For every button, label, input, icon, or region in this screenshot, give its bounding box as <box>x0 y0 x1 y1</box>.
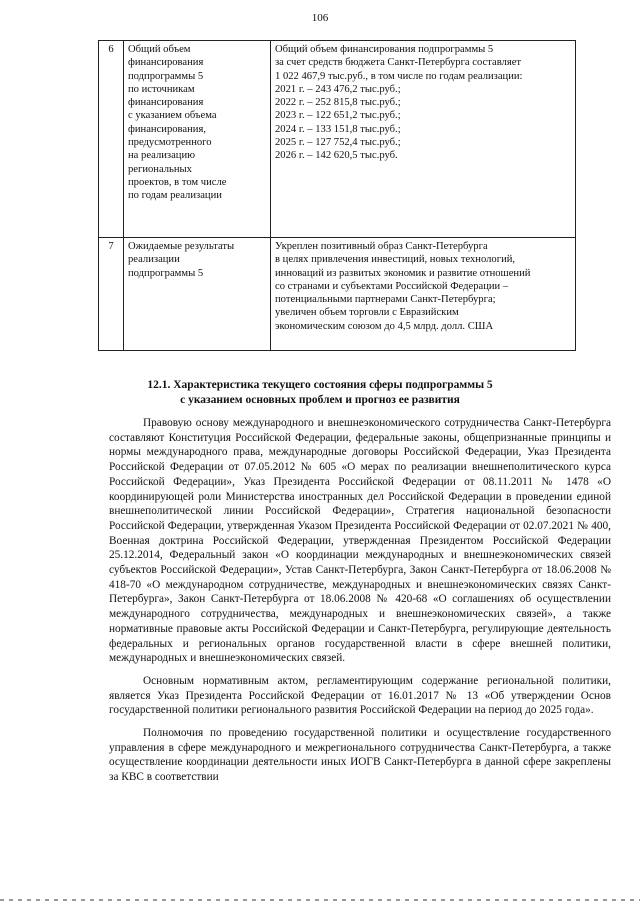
value-line: со странами и субъектами Российской Федерации – <box>275 280 509 292</box>
row-name <box>124 41 271 238</box>
name-line: по источникам <box>128 83 195 95</box>
name-line: с указанием объема <box>128 110 217 122</box>
scan-edge <box>0 899 640 901</box>
paragraph: Основным нормативным актом, регламентирующим содержание региональной политики, является Указ Президента Российской Федерации от 16.01.2017 № 13 «Об утверждении Основ государственной политики регионального развития Российской Федерации на период до 2025 года». <box>109 674 611 717</box>
row-value <box>271 41 576 238</box>
value-line: 2023 г. – 122 651,2 тыс.руб.; <box>275 110 401 122</box>
value-line: потенциальными партнерами Санкт-Петербурга; <box>275 294 496 306</box>
value-line: инноваций из развитых экономик и развитие отношений <box>275 267 531 279</box>
value-line: в целях привлечения инвестиций, новых технологий, <box>275 254 516 266</box>
value-line: 2025 г. – 127 752,4 тыс.руб.; <box>275 137 401 149</box>
value-line: 1 022 467,9 тыс.руб., в том числе по годам реализации: <box>275 70 523 82</box>
value-line: 2024 г. – 133 151,8 тыс.руб.; <box>275 123 401 135</box>
row-name <box>124 238 271 351</box>
name-line: Общий объем <box>128 44 191 55</box>
name-line: финансирования, <box>128 123 206 135</box>
name-line: финансирования <box>128 97 204 109</box>
table-row <box>99 238 576 351</box>
table-row <box>99 41 576 238</box>
value-line: 2021 г. – 243 476,2 тыс.руб.; <box>275 83 401 95</box>
name-line: финансирования <box>128 57 204 69</box>
name-line: проектов, в том числе <box>128 176 227 188</box>
value-line: экономическим союзом до 4,5 млрд. долл. США <box>275 320 494 332</box>
name-line: подпрограммы 5 <box>128 267 204 279</box>
row-number: 6 <box>99 41 124 238</box>
name-line: подпрограммы 5 <box>128 70 204 82</box>
page-number: 106 <box>311 12 329 24</box>
name-line: по годам реализации <box>128 190 222 202</box>
name-line: реализации <box>128 254 180 266</box>
body-text <box>109 416 611 793</box>
value-line: 2026 г. – 142 620,5 тыс.руб. <box>275 150 398 162</box>
name-line: региональных <box>128 163 192 175</box>
paragraph: Правовую основу международного и внешнеэкономического сотрудничества Санкт-Петербурга составляют Конституция Российской Федерации, федеральные законы, общепризнанные принципы и нормы международного права, международные договоры Российской Федерации, Указ Президента Российской Федерации от 07.05.2012 № 605 «О мерах по реализации внешнеполитического курса Российской Федерации», Указ Президента Российской Федерации от 08.11.2011 № 1478 «О координирующей роли Министерства иностранных дел Российской Федерации в проведении единой внешнеполитической линии Российской Федерации», Стратегия национальной безопасности Российской Федерации, утвержденная Указом Президента Российской Федерации от 02.07.2021 № 400, Военная доктрина Российской Федерации, утвержденная Президентом Российской Федерации 25.12.2014, Федеральный закон «О координации международных и внешнеэкономических связей субъектов Российской Федерации», Устав Санкт-Петербурга, Закон Санкт-Петербурга от 18.06.2008 № 418-70 «О международном сотрудничестве, международных и внешнеэкономических связях Санкт-Петербурга», Закон Санкт-Петербурга от 18.06.2008 № 420-68 «О соглашениях об осуществлении международного сотрудничества, международных и внешнеэкономических связей», а также нормативные правовые акты Российской Федерации и Санкт-Петербурга, регулирующие деятельность федеральных и региональных органов государственной власти в сфере внешней политики, международных и внешнеэкономических связей. <box>109 417 611 665</box>
passport-table <box>98 40 576 351</box>
value-line: за счет средств бюджета Санкт-Петербурга составляет <box>275 57 522 69</box>
section-heading <box>80 378 560 408</box>
value-line: 2022 г. – 252 815,8 тыс.руб.; <box>275 97 401 109</box>
name-line: предусмотренного <box>128 137 212 149</box>
value-line: увеличен объем торговли с Евразийским <box>275 307 459 319</box>
section-title-line: с указанием основных проблем и прогноз ее развития <box>180 394 460 406</box>
row-value <box>271 238 576 351</box>
name-line: на реализацию <box>128 150 196 162</box>
section-title-line: 12.1. Характеристика текущего состояния сферы подпрограммы 5 <box>147 379 493 391</box>
value-line: Общий объем финансирования подпрограммы 5 <box>275 44 494 55</box>
value-line: Укреплен позитивный образ Санкт-Петербурга <box>275 241 488 252</box>
paragraph: Полномочия по проведению государственной политики и осуществление государственного управления в сфере международного и межрегионального сотрудничества Санкт-Петербурга, а также осуществление координации деятельности иных ИОГВ Санкт-Петербурга в данной сфере закреплены за КВС в соответствии <box>109 727 611 784</box>
name-line: Ожидаемые результаты <box>128 241 235 252</box>
row-number: 7 <box>99 238 124 351</box>
